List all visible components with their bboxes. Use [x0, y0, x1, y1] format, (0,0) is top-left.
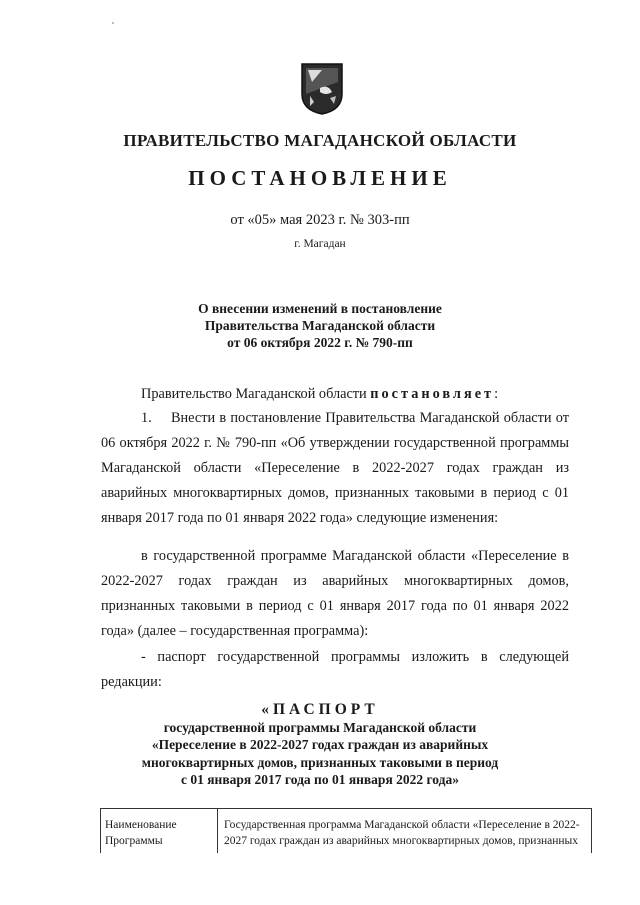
table-label-line: Программы: [105, 835, 163, 847]
subject-line: от 06 октября 2022 г. № 790-пп: [227, 335, 413, 350]
document-type: ПОСТАНОВЛЕНИЕ: [188, 166, 452, 190]
item-3-text: - паспорт государственной программы изложить в следующей редакции:: [101, 649, 569, 690]
table-value-cell: [218, 809, 591, 853]
subject-line: О внесении изменений в постановление: [198, 301, 442, 316]
document-subject: [0, 300, 640, 351]
passport-title: «ПАСПОРТ: [261, 701, 379, 718]
table-value-line: Государственная программа Магаданской области «Переселение в 2022-: [224, 819, 580, 831]
table-label-cell: [101, 809, 218, 853]
item-2-paragraph: [101, 544, 569, 644]
intro-verb: постановляет: [370, 386, 495, 402]
item-1-text: Внести в постановление Правительства Магаданской области от 06 октября 2022 г. № 790-пп «Об утверждении государственной программы Магаданской области «Переселение в 2022-2027 годах граждан из аварийных многоквартирных домов, признанных таковыми в период с 01 января 2017 года по 01 января 2022 года» следующие изменения:: [101, 410, 569, 526]
passport-line: «Переселение в 2022-2027 годах граждан из аварийных: [151, 737, 489, 752]
table-label-line: Наименование: [105, 819, 177, 831]
item-3-paragraph: [101, 645, 569, 695]
intro-suffix: :: [494, 386, 499, 402]
passport-line: с 01 января 2017 года по 01 января 2022 года»: [181, 772, 459, 787]
passport-line: многоквартирных домов, признанных таковыми в период: [141, 754, 499, 770]
passport-line: государственной программы Магаданской области: [163, 719, 477, 735]
item-number: 1.: [141, 410, 152, 426]
item-2-text: в государственной программе Магаданской области «Переселение в 2022-2027 годах граждан из аварийных многоквартирных домов, признанных таковыми в период с 01 января 2017 года по 01 января 2022 года» (далее – государственная программа):: [101, 548, 569, 639]
item-1-paragraph: [101, 406, 569, 531]
government-title: ПРАВИТЕЛЬСТВО МАГАДАНСКОЙ ОБЛАСТИ: [123, 131, 517, 150]
document-number: от «05» мая 2023 г. № 303-пп: [230, 212, 410, 228]
table-value-line: 2027 годах граждан из аварийных многоквартирных домов, признанных: [224, 835, 579, 847]
coat-of-arms-icon: [300, 62, 344, 116]
document-city: г. Магадан: [294, 238, 346, 250]
passport-table: [100, 808, 592, 853]
intro-paragraph: [101, 382, 569, 407]
intro-prefix: Правительство Магаданской области: [141, 386, 367, 402]
subject-line: Правительства Магаданской области: [204, 318, 436, 333]
passport-heading: [0, 701, 640, 789]
scan-speck: [112, 22, 114, 24]
